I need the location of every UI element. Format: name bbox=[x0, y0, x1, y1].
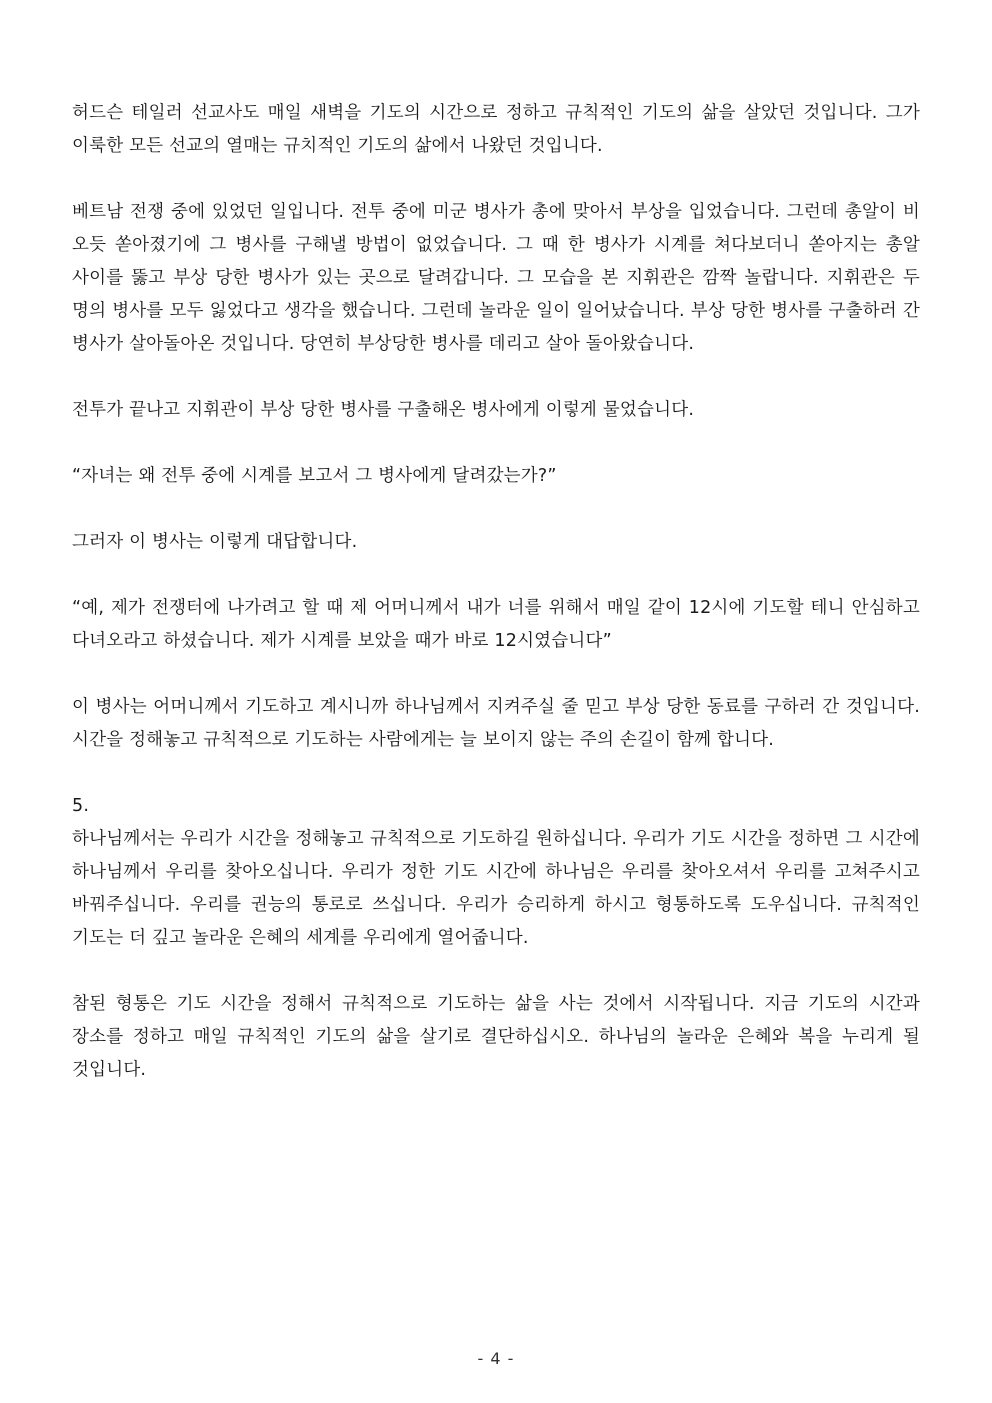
paragraph-soldier-quote: “예, 제가 전쟁터에 나가려고 할 때 제 어머니께서 내가 너를 위해서 매일 같이 12시에 기도할 테니 안심하고 다녀오라고 하셨습니다. 제가 시계를 보았을 때가 바로 12시였습니다” bbox=[72, 598, 920, 651]
paragraph-regular-prayer: 하나님께서는 우리가 시간을 정해놓고 규칙적으로 기도하길 원하십니다. 우리가 기도 시간을 정하면 그 시간에 하나님께서 우리를 찾아오십니다. 우리가 정한 기도 시간에 하나님은 우리를 찾아오셔서 우리를 고쳐주시고 바꿔주십니다. 우리를 권능의 통로로 쓰십니다. 우리가 승리하게 하시고 형통하도록 도우십니다. 규칙적인 기도는 더 깊고 놀라운 은혜의 세계를 우리에게 열어줍니다. bbox=[72, 829, 920, 948]
paragraph-commander-question-intro: 전투가 끝나고 지휘관이 부상 당한 병사를 구출해온 병사에게 이렇게 물었습니다. bbox=[72, 400, 695, 420]
section-number: 5. bbox=[72, 796, 90, 816]
paragraph-mother-prayer: 이 병사는 어머니께서 기도하고 계시니까 하나님께서 지켜주실 줄 믿고 부상 당한 동료를 구하러 간 것입니다. 시간을 정해놓고 규칙적으로 기도하는 사람에게는 늘 보이지 않는 주의 손길이 함께 합니다. bbox=[72, 697, 920, 750]
paragraph-true-prosperity: 참된 형통은 기도 시간을 정해서 규칙적으로 기도하는 삶을 사는 것에서 시작됩니다. 지금 기도의 시간과 장소를 정하고 매일 규칙적인 기도의 삶을 살기로 결단하십시오. 하나님의 놀라운 은혜와 복을 누리게 될 것입니다. bbox=[72, 994, 920, 1080]
paragraph-commander-quote: “자녀는 왜 전투 중에 시계를 보고서 그 병사에게 달려갔는가?” bbox=[72, 466, 557, 486]
page-number: - 4 - bbox=[477, 1349, 515, 1368]
paragraph-vietnam-war-story: 베트남 전쟁 중에 있었던 일입니다. 전투 중에 미군 병사가 총에 맞아서 부상을 입었습니다. 그런데 총알이 비 오듯 쏟아졌기에 그 병사를 구해낼 방법이 없었습니다. 그 때 한 병사가 시계를 쳐다보더니 쏟아지는 총알 사이를 뚫고 부상 당한 병사가 있는 곳으로 달려갑니다. 그 모습을 본 지휘관은 깜짝 놀랍니다. 지휘관은 두 명의 병사를 모두 잃었다고 생각을 했습니다. 그런데 놀라운 일이 일어났습니다. 부상 당한 병사를 구출하러 간 병사가 살아돌아온 것입니다. 당연히 부상당한 병사를 데리고 살아 돌아왔습니다. bbox=[72, 202, 920, 354]
paragraph-soldier-answer-intro: 그러자 이 병사는 이렇게 대답합니다. bbox=[72, 532, 358, 552]
paragraph-hudson-taylor: 허드슨 테일러 선교사도 매일 새벽을 기도의 시간으로 정하고 규칙적인 기도의 삶을 살았던 것입니다. 그가 이룩한 모든 선교의 열매는 규치적인 기도의 삶에서 나왔던 것입니다. bbox=[72, 103, 920, 156]
